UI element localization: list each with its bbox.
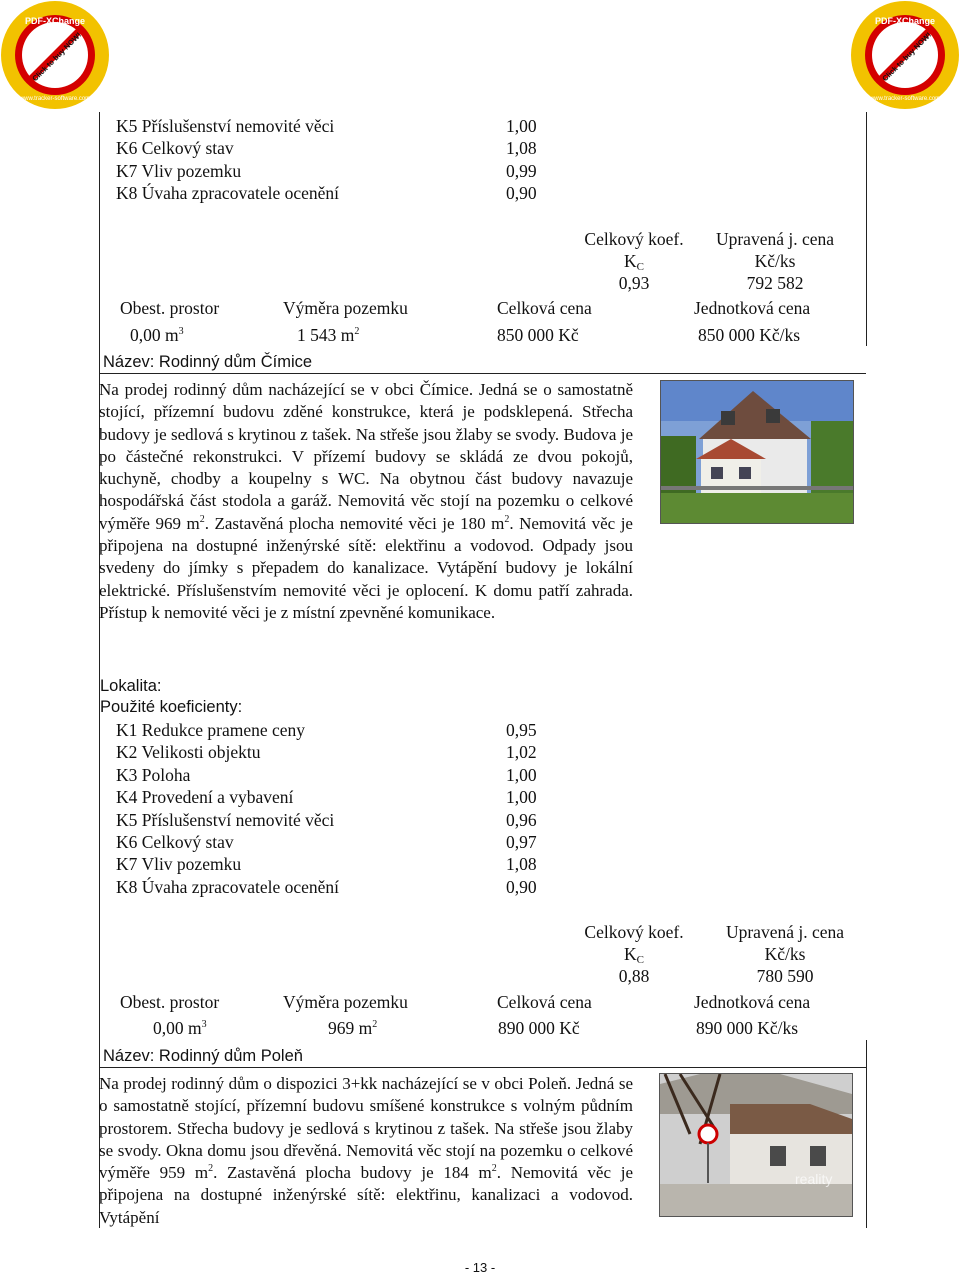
- badge-title: PDF-XChange: [874, 16, 936, 26]
- header-area: Výměra pozemku: [283, 992, 408, 1012]
- block3-title: Název: Rodinný dům Poleň: [103, 1047, 303, 1065]
- value-total: 850 000 Kč: [497, 325, 579, 345]
- coef-row: K8 Úvaha zpracovatele ocenění 0,90: [116, 876, 537, 897]
- page-number: - 13 -: [464, 1260, 496, 1275]
- total-koef-value: 0,93: [618, 273, 650, 293]
- block1-coefficient-list: [116, 115, 546, 205]
- block2-header-row: [100, 992, 860, 1016]
- block2-title-underline: [99, 373, 866, 374]
- coef-row: K2 Velikosti objektu 1,02: [116, 742, 537, 763]
- frame-right-line: [866, 112, 867, 346]
- coef-row: K7 Vliv pozemku 1,08: [116, 854, 537, 875]
- block3-title-underline: [99, 1067, 866, 1068]
- value-unit: 850 000 Kč/ks: [698, 325, 801, 345]
- total-koef-symbol: $K_C$: [624, 944, 644, 966]
- pdf-xchange-badge-left[interactable]: [0, 0, 110, 110]
- frame-left-top: [99, 346, 100, 374]
- block1-header-row: [100, 298, 860, 322]
- block2-house-photo: [660, 380, 854, 524]
- coef-row: K5 Příslušenství nemovité věci 1,00: [116, 116, 537, 136]
- block2-location-label: Lokalita:: [100, 677, 162, 695]
- badge-cta: Click to buy NOW!: [30, 30, 84, 84]
- photo-watermark-text: reality: [795, 1171, 833, 1187]
- badge-url: www.tracker-software.com: [19, 96, 91, 102]
- block2-coef-label: Použité koeficienty:: [100, 698, 243, 716]
- header-total: Celková cena: [497, 992, 592, 1012]
- coef-row: K1 Redukce pramene ceny 0,95: [116, 720, 537, 740]
- block3-description: Na prodej rodinný dům o dispozici 3+kk nacházející se v obci Poleň. Jedná se o samostatně stojící, přízemní budovu smíšené konstrukce s volným půdním prostorem. Střecha budovy je sedlová s krytinou z tašek. Na střeše jsou žlaby se svody. Okna domu jsou dřevěná. Nemovitá věc stojí na pozemku o celkové výměře 959 $m^2$. Zastavěná plocha budovy je 184 $m^2$. Nemovitá věc je připojena na dostupné inženýrské sítě: elektřinu, kanalizaci a vodovod. Vytápění: [99, 1074, 633, 1227]
- adjusted-price-unit: Kč/ks: [754, 251, 796, 271]
- block2-coefficient-list: [116, 719, 546, 898]
- pdf-xchange-badge-right[interactable]: [850, 0, 960, 110]
- block2-value-row: [100, 1018, 860, 1042]
- adjusted-price-label: Upravená j. cena: [715, 229, 835, 249]
- coef-row: K7 Vliv pozemku 0,99: [116, 160, 537, 181]
- block1-value-row: [100, 325, 860, 349]
- adjusted-price-value: 780 590: [756, 966, 814, 986]
- header-space: Obest. prostor: [120, 992, 220, 1012]
- header-space: Obest. prostor: [120, 298, 220, 318]
- block3-house-photo: [659, 1073, 853, 1217]
- badge-cta: Click to buy NOW!: [880, 30, 934, 84]
- value-total: 890 000 Kč: [498, 1018, 580, 1038]
- value-space: 0,00 $m^3$: [153, 1018, 207, 1038]
- total-koef-symbol: $K_C$: [624, 251, 644, 273]
- adjusted-price-unit: Kč/ks: [764, 944, 806, 964]
- badge-title: PDF-XChange: [24, 16, 86, 26]
- coef-row: K6 Celkový stav 1,08: [116, 138, 537, 159]
- badge-url: www.tracker-software.com: [869, 96, 941, 102]
- coef-row: K4 Provedení a vybavení 1,00: [116, 787, 537, 808]
- header-area: Výměra pozemku: [283, 298, 408, 318]
- coef-row: K6 Celkový stav 0,97: [116, 831, 537, 852]
- header-unit: Jednotková cena: [694, 992, 811, 1012]
- adjusted-price-label: Upravená j. cena: [725, 922, 845, 942]
- value-area: 969 $m^2$: [328, 1018, 378, 1038]
- total-koef-label: Celkový koef.: [584, 922, 684, 942]
- total-koef-label: Celkový koef.: [584, 229, 684, 249]
- coef-row: K8 Úvaha zpracovatele ocenění 0,90: [116, 183, 537, 204]
- value-area: 1 543 $m^2$: [297, 325, 360, 345]
- header-total: Celková cena: [497, 298, 592, 318]
- header-unit: Jednotková cena: [694, 298, 811, 318]
- adjusted-price-value: 792 582: [746, 273, 804, 293]
- block2-title: Název: Rodinný dům Čímice: [103, 353, 313, 371]
- frame-left-line: [99, 112, 100, 1228]
- coef-row: K3 Poloha 1,00: [116, 764, 537, 785]
- frame-right-line-3: [866, 1040, 867, 1228]
- coef-row: K5 Příslušenství nemovité věci 0,96: [116, 809, 537, 830]
- value-space: 0,00 $m^3$: [130, 325, 184, 345]
- value-unit: 890 000 Kč/ks: [696, 1018, 799, 1038]
- block2-description: Na prodej rodinný dům nacházející se v obci Čímice. Jedná se o samostatně stojící, přízemní budovu zděné konstrukce, která je podsklepená. Střecha budovy je sedlová s krytinou z tašek. Na střeše jsou žlaby se svody. Budova je po částečné rekonstrukci. V přízemí budovy se skládá ze dvou pokojů, kuchyně, chodby a koupelny s WC. Na obytnou část budovy navazuje hospodářská část stodola a garáž. Nemovitá věc stojí na pozemku o celkové výměře 969 $m^2$. Zastavěná plocha nemovité věci je 180 $m^2$. Nemovitá věc je připojena na dostupné inženýrské sítě: elektřinu a vodovod. Odpady jsou svedeny do jímky s přepadem do kanalizace. Vytápění budovy je lokální elektrické. Příslušenstvím nemovité věci je oplocení. K domu patří zahrada. Přístup k nemovité věci je z místní zpevněné komunikace.: [99, 380, 633, 622]
- total-koef-value: 0,88: [618, 966, 650, 986]
